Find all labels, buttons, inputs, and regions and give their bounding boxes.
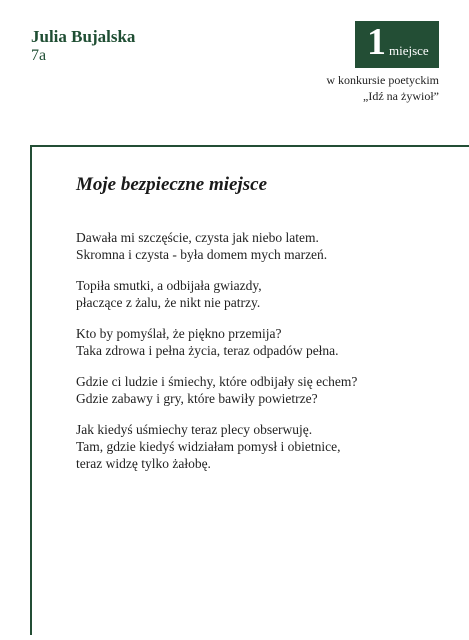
poem-line: płaczące z żalu, że nikt nie patrzy. [76,295,261,310]
poem-line: Skromna i czysta - była domem mych marzeń. [76,247,328,262]
poem-line: Tam, gdzie kiedyś widziałam pomysł i obietnice, [76,439,341,454]
stanza [76,277,357,311]
place-badge [355,21,439,68]
poem-line: Gdzie ci ludzie i śmiechy, które odbijały się echem? [76,374,358,389]
poem-line: Kto by pomyślał, że piękno przemija? [76,326,282,341]
place-number: 1 [367,21,386,63]
author-name: Julia Bujalska [31,27,136,46]
poem-line: Jak kiedyś uśmiechy teraz plecy obserwuję. [76,422,313,437]
contest-info [326,72,439,104]
poem-line: Gdzie zabawy i gry, które bawiły powietrze? [76,391,318,406]
stanza [76,421,357,472]
stanza [76,373,357,407]
poem-line: teraz widzę tylko żałobę. [76,456,211,471]
poem-line: Taka zdrowa i pełna życia, teraz odpadów pełna. [76,343,339,358]
contest-name: „Idź na żywioł” [363,89,439,103]
place-label: miejsce [389,43,429,58]
author-class: 7a [31,47,47,64]
poem-title: Moje bezpieczne miejsce [76,174,268,195]
poem-line: Dawała mi szczęście, czysta jak niebo latem. [76,230,319,245]
contest-line: w konkursie poetyckim [326,73,439,87]
poem-body [76,229,357,486]
stanza [76,325,357,359]
stanza [76,229,357,263]
poem-line: Topiła smutki, a odbijała gwiazdy, [76,278,262,293]
